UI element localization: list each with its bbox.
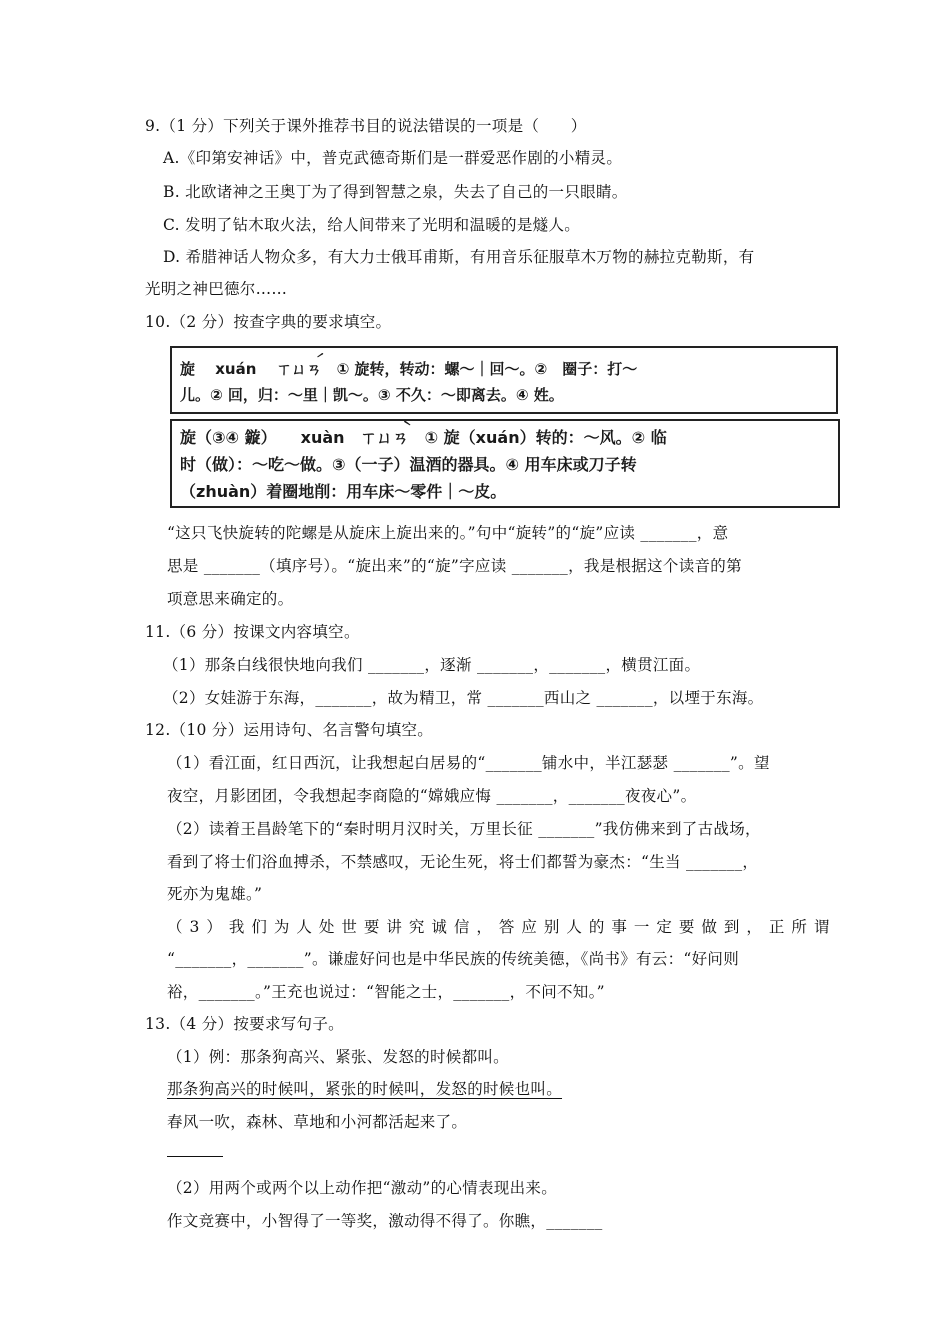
- q9-option-d-continued: 光明之神巴德尔……: [145, 280, 288, 298]
- q11-item-2: （2）女娃游于东海，_______，故为精卫，常 _______西山之 _______，以堙于东海。: [163, 689, 764, 707]
- q13-example-answer: 那条狗高兴的时候叫，紧张的时候叫，发怒的时候也叫。: [167, 1080, 563, 1098]
- q10-body-line-2: 思是 _______（填序号）。“旋出来”的“旋”字应读 _______，我是根据这个读音的第: [167, 557, 742, 575]
- dict2-line-3: （zhuàn）着圈地削：用车床～零件｜～皮。: [180, 482, 507, 501]
- q13-sentence-1: 春风一吹，森林、草地和小河都活起来了。: [167, 1113, 468, 1131]
- q13-sentence-2: 作文竞赛中，小智得了一等奖，激动得不得了。你瞧，_______: [167, 1212, 603, 1230]
- q12-line-5: 死亦为鬼雄。”: [167, 885, 263, 903]
- q9-stem: 9.（1 分）下列关于课外推荐书目的说法错误的一项是（ ）: [145, 117, 587, 135]
- q13-item-2: （2）用两个或两个以上动作把“激动”的心情表现出来。: [167, 1179, 558, 1197]
- q10-stem: 10.（2 分）按查字典的要求填空。: [145, 313, 392, 331]
- q11-item-1: （1）那条白线很快地向我们 _______，逐渐 _______，_______，横贯江面。: [163, 656, 701, 674]
- q9-option-d: D. 希腊神话人物众多，有大力士俄耳甫斯，有用音乐征服草木万物的赫拉克勒斯，有: [163, 248, 755, 266]
- q12-line-6: （3）我们为人处世要讲究诚信，答应别人的事一定要做到，正所谓: [167, 918, 837, 936]
- q9-option-b: B. 北欧诸神之王奥丁为了得到智慧之泉，失去了自己的一只眼睛。: [163, 183, 628, 201]
- q10-body-line-1: “这只飞快旋转的陀螺是从旋床上旋出来的。”句中“旋转”的“旋”应读 _______，意: [167, 524, 729, 542]
- q12-line-3: （2）读着王昌龄笔下的“秦时明月汉时关，万里长征 _______”我仿佛来到了古战场，: [167, 820, 761, 838]
- q9-option-a: A.《印第安神话》中，普克武德奇斯们是一群爱恶作剧的小精灵。: [163, 149, 623, 167]
- dict1-line-2: 儿。② 回，归：～里｜凯～。③ 不久：～即离去。④ 姓。: [180, 386, 564, 404]
- dict2-line-1: 旋（③④ 鏇） xuàn ㄒㄩㄢ̀ ① 旋（xuán）转的：～风。② 临: [180, 428, 667, 447]
- q12-line-2: 夜空，月影团团，令我想起李商隐的“嫦娥应悔 _______，_______夜夜心”。: [167, 787, 697, 805]
- q11-stem: 11.（6 分）按课文内容填空。: [145, 623, 360, 641]
- q9-option-c: C. 发明了钻木取火法，给人间带来了光明和温暖的是燧人。: [163, 216, 581, 234]
- dictionary-entry-xuan2: [170, 346, 838, 414]
- q13-answer-blank-line: [167, 1156, 223, 1157]
- q10-body-line-3: 项意思来确定的。: [167, 590, 294, 608]
- q12-line-1: （1）看江面，红日西沉，让我想起白居易的“_______铺水中，半江瑟瑟 _______”。望: [167, 754, 770, 772]
- dict2-line-2: 时（做）：～吃～做。③（一子）温酒的器具。④ 用车床或刀子转: [180, 455, 637, 474]
- q13-example: （1）例：那条狗高兴、紧张、发怒的时候都叫。: [167, 1048, 509, 1066]
- q12-stem: 12.（10 分）运用诗句、名言警句填空。: [145, 721, 434, 739]
- q12-line-7: “_______，_______”。谦虚好问也是中华民族的传统美德，《尚书》有云：“好问则: [167, 950, 740, 968]
- q12-line-4: 看到了将士们浴血搏杀，不禁感叹，无论生死，将士们都誓为豪杰：“生当 _______，: [167, 853, 759, 871]
- q13-stem: 13.（4 分）按要求写句子。: [145, 1015, 344, 1033]
- dict1-line-1: 旋 xuán ㄒㄩㄢ́ ① 旋转，转动：螺～｜回～。② 圈子：打～: [180, 360, 638, 378]
- dictionary-entry-xuan4: [170, 419, 840, 508]
- q12-line-8: 裕，_______。”王充也说过：“智能之士，_______，不问不知。”: [167, 983, 605, 1001]
